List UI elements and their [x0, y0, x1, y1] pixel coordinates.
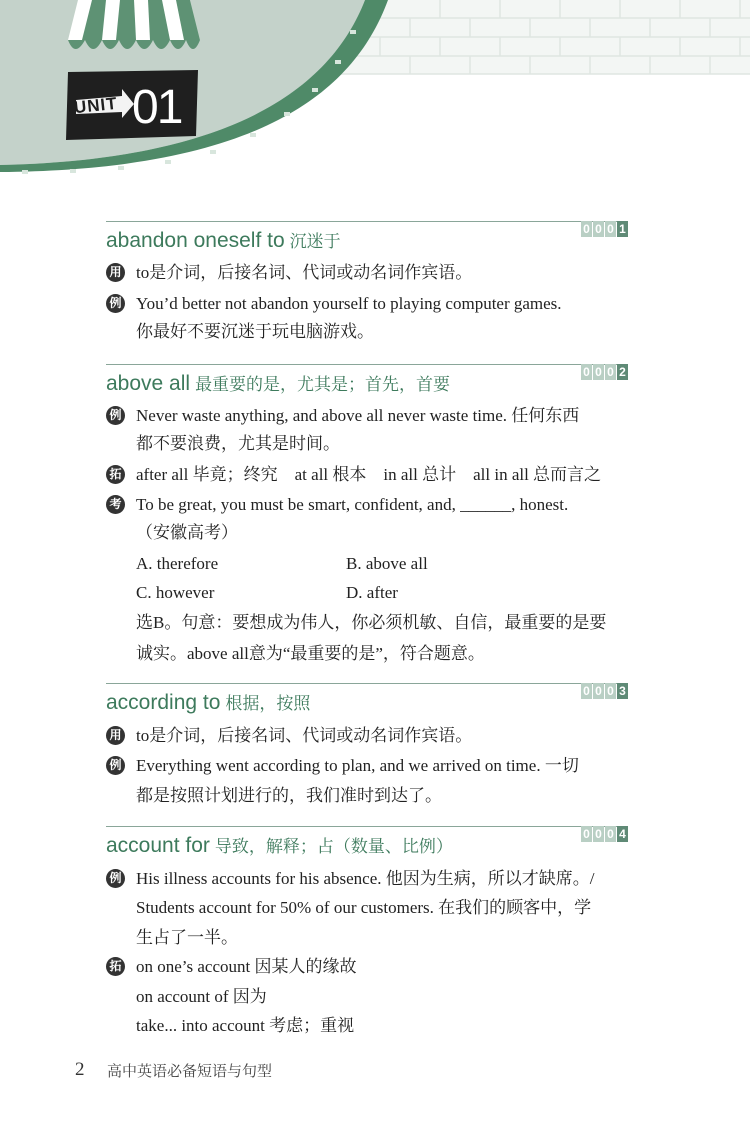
option-a: A. therefore: [136, 554, 219, 573]
entry-divider: [106, 826, 628, 827]
extend-badge-icon: 拓: [106, 465, 125, 484]
exam-question-line-2: （安徽高考）: [136, 523, 238, 542]
example-badge-icon: 例: [106, 294, 125, 313]
example-line-2: 都不要浪费，尤其是时间。: [136, 434, 340, 453]
usage-badge-icon: 用: [106, 263, 125, 282]
headword: [106, 689, 310, 715]
entry-number: 0 0 0 1: [580, 221, 628, 237]
entry-number: 0 0 0 3: [580, 683, 628, 699]
entry-number: 0 0 0 2: [580, 364, 628, 380]
headword-meaning: 根据，按照: [225, 694, 311, 713]
shop-awning: [68, 0, 200, 49]
headword-meaning: 最重要的是，尤其是；首先，首要: [195, 375, 451, 394]
answer-line-2: 诚实。above all意为“最重要的是”，符合题意。: [136, 644, 485, 663]
entry-divider: [106, 683, 628, 684]
answer-line-1: 选B。句意：要想成为伟人，你必须机敏、自信，最重要的是要: [136, 613, 607, 632]
example-chinese: 你最好不要沉迷于玩电脑游戏。: [136, 322, 374, 341]
entry-0001: [106, 221, 628, 351]
example-line-2: 都是按照计划进行的，我们准时到达了。: [136, 786, 442, 805]
entry-0002: [106, 364, 628, 674]
usage-badge-icon: 用: [106, 726, 125, 745]
example-badge-icon: 例: [106, 406, 125, 425]
exam-question-line-1: To be great, you must be smart, confident, and, ______, honest.: [136, 495, 569, 514]
example-line-1: His illness accounts for his absence. 他因为生病，所以才缺席。/: [136, 869, 595, 888]
brick-wall: [340, 0, 750, 74]
headword: [106, 370, 450, 396]
entry-0003: [106, 683, 628, 813]
extend-badge-icon: 拓: [106, 957, 125, 976]
extend-note: after all 毕竟；终究 at all 根本 in all 总计 all in all 总而言之: [136, 465, 602, 484]
unit-header-illustration: [0, 0, 750, 180]
entry-0004: [106, 826, 628, 1046]
entry-divider: [106, 221, 628, 222]
example-badge-icon: 例: [106, 756, 125, 775]
headword-phrase: abandon oneself to: [106, 229, 285, 252]
exam-badge-icon: 考: [106, 495, 125, 514]
book-title: 高中英语必备短语与句型: [107, 1063, 273, 1080]
option-b: B. above all: [346, 554, 428, 573]
unit-label: UNIT: [73, 93, 119, 118]
example-line-1: Never waste anything, and above all never waste time. 任何东西: [136, 406, 580, 425]
usage-note: to是介词，后接名词、代词或动名词作宾语。: [136, 726, 473, 745]
example-line-3: 生占了一半。: [136, 928, 238, 947]
headword-meaning: 导致，解释；占（数量、比例）: [214, 837, 453, 856]
extend-line-1: on one’s account 因某人的缘故: [136, 957, 357, 976]
unit-number: 01: [132, 81, 182, 134]
example-english: You’d better not abandon yourself to playing computer games.: [136, 294, 562, 313]
page-number: 2: [75, 1059, 85, 1080]
headword-phrase: according to: [106, 691, 221, 714]
example-line-1: Everything went according to plan, and we arrived on time. 一切: [136, 756, 579, 775]
headword-phrase: account for: [106, 834, 210, 857]
entry-divider: [106, 364, 628, 365]
option-c: C. however: [136, 583, 215, 602]
option-d: D. after: [346, 583, 398, 602]
example-line-2: Students account for 50% of our customers. 在我们的顾客中，学: [136, 898, 592, 917]
headword: [106, 832, 453, 858]
headword-phrase: above all: [106, 372, 191, 395]
example-badge-icon: 例: [106, 869, 125, 888]
headword-meaning: 沉迷于: [289, 232, 341, 251]
headword: [106, 227, 341, 253]
entry-number: 0 0 0 4: [580, 826, 628, 842]
usage-note: to是介词，后接名词、代词或动名词作宾语。: [136, 263, 473, 282]
extend-line-3: take... into account 考虑；重视: [136, 1016, 355, 1035]
extend-line-2: on account of 因为: [136, 987, 267, 1006]
